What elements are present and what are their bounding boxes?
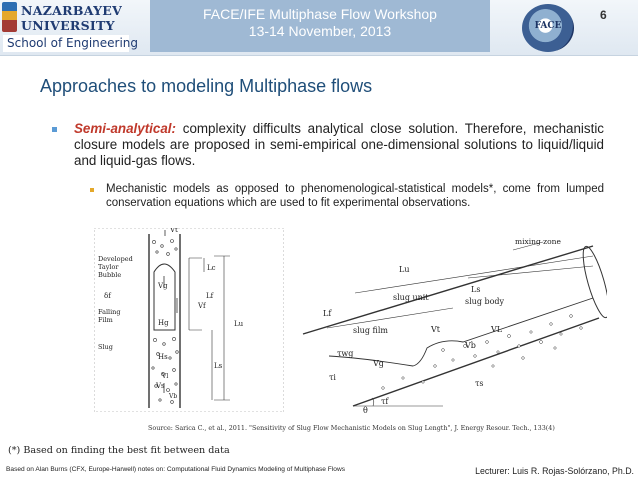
label-vb: Vb <box>169 393 178 400</box>
sub-bullet-marker-icon <box>90 188 94 192</box>
label-slug: Slug <box>98 343 113 351</box>
label-vl: VL <box>491 325 503 334</box>
workshop-date: 13-14 November, 2013 <box>248 23 392 39</box>
bullet-body: complexity difficults analytical close solution. Therefore, mechanistic closure models are proposed in semi-empirical one-dimensional solutions to liquid/liquid and liquid-gas flows. <box>74 121 604 168</box>
label-film: Film <box>98 316 113 324</box>
label-vg: Vg <box>158 282 168 290</box>
inclined-slug-diagram <box>293 238 607 416</box>
label-hg: Hg <box>158 319 169 327</box>
label-delta-f: δf <box>104 292 111 300</box>
label-hs: Hs <box>158 353 168 361</box>
label-taylor: Taylor <box>98 263 119 271</box>
logo-line-3: School of Engineering <box>3 35 129 52</box>
slide-title: Approaches to modeling Multiphase flows <box>40 76 373 96</box>
bullet-lead: Semi-analytical: <box>74 121 176 136</box>
label-lu: Lu <box>399 265 410 274</box>
label-lc: Lc <box>207 264 216 272</box>
footnote: (*) Based on finding the best fit between data <box>8 445 230 456</box>
label-vb: Vb <box>465 341 476 350</box>
label-theta: θ <box>363 406 368 415</box>
label-slug-unit: slug unit <box>393 293 429 302</box>
label-ls: Ls <box>214 362 223 370</box>
label-falling: Falling <box>98 308 121 316</box>
sub-bullet-mechanistic <box>106 183 604 210</box>
label-vg: Vg <box>373 359 384 368</box>
bullet-marker-icon <box>52 127 57 132</box>
label-lf: Lf <box>323 309 332 318</box>
label-vs: Vs <box>156 382 165 390</box>
workshop-title <box>150 0 490 40</box>
university-crest-icon <box>2 2 17 32</box>
label-tau-s: τs <box>475 379 484 388</box>
label-lu: Lu <box>234 320 244 328</box>
label-ls: Ls <box>471 285 481 294</box>
figure-vertical-slug-unit <box>94 228 284 412</box>
label-lf: Lf <box>206 292 214 300</box>
figure-source: Source: Sarica C., et al., 2011. "Sensitivity of Slug Flow Mechanistic Models on Slug Length", J. Energy Resour. Tech., 133(4) <box>148 424 555 432</box>
workshop-name: FACE/IFE Multiphase Flow Workshop <box>203 6 437 22</box>
label-vt: Vt <box>170 228 178 234</box>
logo-line-2: UNIVERSITY <box>21 18 115 33</box>
bullet-semi-analytical <box>74 121 604 169</box>
footer-credit: Based on Alan Burns (CFX, Europe-Harwell) notes on: Computational Fluid Dynamics Modeling of Multiphase Flows <box>6 466 346 473</box>
label-tau-i: τi <box>329 373 336 382</box>
sub-bullet-body: Mechanistic models as opposed to phenomenological-statistical models*, come from lumped conservation equations which are used to fit experimental observations. <box>106 183 604 209</box>
label-mixing-zone: mixing zone <box>515 238 561 246</box>
label-slug-film: slug film <box>353 326 388 335</box>
slide-number: 6 <box>600 8 607 22</box>
label-slug-body: slug body <box>465 297 505 306</box>
logo-line-1: NAZARBAYEV <box>21 3 123 18</box>
vertical-slug-diagram <box>94 228 284 412</box>
label-vf: Vf <box>198 302 206 310</box>
slide-header <box>0 0 638 56</box>
label-bubble: Bubble <box>98 271 122 279</box>
footer-lecturer: Lecturer: Luis R. Rojas-Solórzano, Ph.D. <box>475 466 634 476</box>
university-logo <box>2 2 139 52</box>
label-tau-f: τf <box>381 397 389 406</box>
label-vt: Vt <box>431 325 440 334</box>
label-developed: Developed <box>98 255 133 263</box>
figure-inclined-slug-unit <box>293 238 607 416</box>
label-tau-wg: τwg <box>337 349 354 358</box>
label-vl: Vl <box>162 373 169 380</box>
conference-logo <box>522 4 574 52</box>
conference-logo-text: FACE <box>534 21 562 31</box>
